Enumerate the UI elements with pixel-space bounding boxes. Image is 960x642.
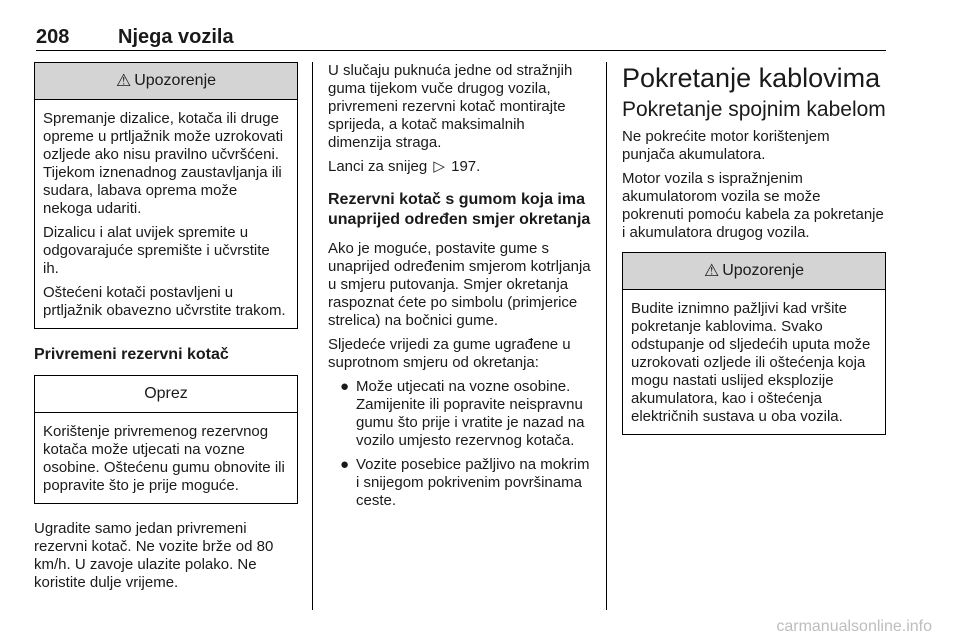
caution-box-header: [35, 376, 297, 413]
list-item: [328, 456, 592, 510]
warning-icon: ⚠: [115, 71, 132, 90]
body-paragraph: Motor vozila s ispražnjenim akumulatorom vozila se može pokrenuti pomoću kabela za pokretanje i akumulatora drugog vozila.: [622, 170, 884, 241]
body-paragraph: Ne pokrećite motor korištenjem punjača akumulatora.: [622, 128, 830, 163]
column-middle: [328, 62, 592, 516]
warning-paragraph: Spremanje dizalice, kotača ili druge opreme u prtljažnik može uzrokovati ozljede ako nisu pravilno učvršćeni. Tijekom iznenadnog zaustavljanja ili sudara, labava oprema može nekoga udariti.: [43, 110, 284, 217]
page-header: [36, 24, 886, 51]
list-item-text: Vozite posebice pažljivo na mokrim i snijegom pokrivenim površinama ceste.: [356, 456, 590, 509]
page-number: 208: [36, 26, 70, 48]
column-left: [34, 62, 298, 598]
warning-box-header: [623, 253, 885, 290]
column-divider: [312, 62, 313, 610]
body-paragraph: Sljedeće vrijedi za gume ugrađene u suprotnom smjeru od okretanja:: [328, 336, 571, 371]
watermark: carmanualsonline.info: [776, 618, 932, 635]
bullet-icon: ●: [340, 378, 350, 395]
caution-box: [34, 375, 298, 504]
warning-box: [34, 62, 298, 329]
warning-box-title: Upozorenje: [134, 72, 217, 89]
caution-paragraph: Korištenje privremenog rezervnog kotača može utjecati na vozne osobine. Oštećenu gumu obnovite ili popravite što je prije moguće.: [43, 423, 285, 494]
warning-box-header: [35, 63, 297, 100]
list-item: [328, 378, 592, 450]
page-reference-icon: ▷: [433, 158, 445, 175]
warning-paragraph: Budite iznimno pažljivi kad vršite pokretanje kablovima. Svako odstupanje od sljedećih uputa može uzrokovati ozljede ili oštećenja koja mogu nastati uslijed eksplozije akumulatora, kao i oštećenja električnih sustava u oba vozila.: [631, 300, 871, 425]
chapter-title: Pokretanje kablovima: [622, 63, 881, 93]
list-item-text: Može utjecati na vozne osobine. Zamijenite ili popravite neispravnu gumu što prije i vratite je nazad na vozilo umjesto rezervnog kotača.: [356, 378, 585, 449]
warning-icon: ⚠: [703, 261, 720, 280]
warning-box: [622, 252, 886, 435]
column-divider: [606, 62, 607, 610]
snow-chains-page: 197.: [451, 158, 481, 175]
column-right: [622, 62, 886, 451]
caution-box-title: Oprez: [144, 385, 188, 402]
snow-chains-text: Lanci za snijeg: [328, 158, 428, 175]
body-paragraph: U slučaju puknuća jedne od stražnjih guma tijekom vuče drugog vozila, privremeni rezervni kotač montirajte sprijeda, a kotač maksimalnih dimenzija straga.: [328, 62, 573, 151]
section-heading: Privremeni rezervni kotač: [34, 346, 229, 363]
cross-reference: [328, 158, 592, 176]
warning-paragraph: Oštećeni kotači postavljeni u prtljažnik obavezno učvrstite trakom.: [43, 284, 286, 319]
body-paragraph: Ako je moguće, postavite gume s unaprijed određenim smjerom kotrljanja u smjeru putovanja. Smjer okretanja raspoznat ćete po simbolu (primjerice strelica) na bočnici gume.: [328, 240, 591, 329]
bullet-icon: ●: [340, 456, 350, 473]
page-title: Njega vozila: [118, 26, 234, 48]
warning-paragraph: Dizalicu i alat uvijek spremite u odgovarajuće spremište i učvrstite ih.: [43, 224, 270, 277]
bullet-list: [328, 378, 592, 510]
body-paragraph: Ugradite samo jedan privremeni rezervni kotač. Ne vozite brže od 80 km/h. U zavoje ulazite polako. Ne koristite dulje vrijeme.: [34, 520, 274, 591]
section-heading: Rezervni kotač s gumom koja ima unaprijed određen smjer okretanja: [328, 191, 591, 228]
section-subtitle: Pokretanje spojnim kabelom: [622, 98, 886, 121]
warning-box-title: Upozorenje: [722, 262, 805, 279]
